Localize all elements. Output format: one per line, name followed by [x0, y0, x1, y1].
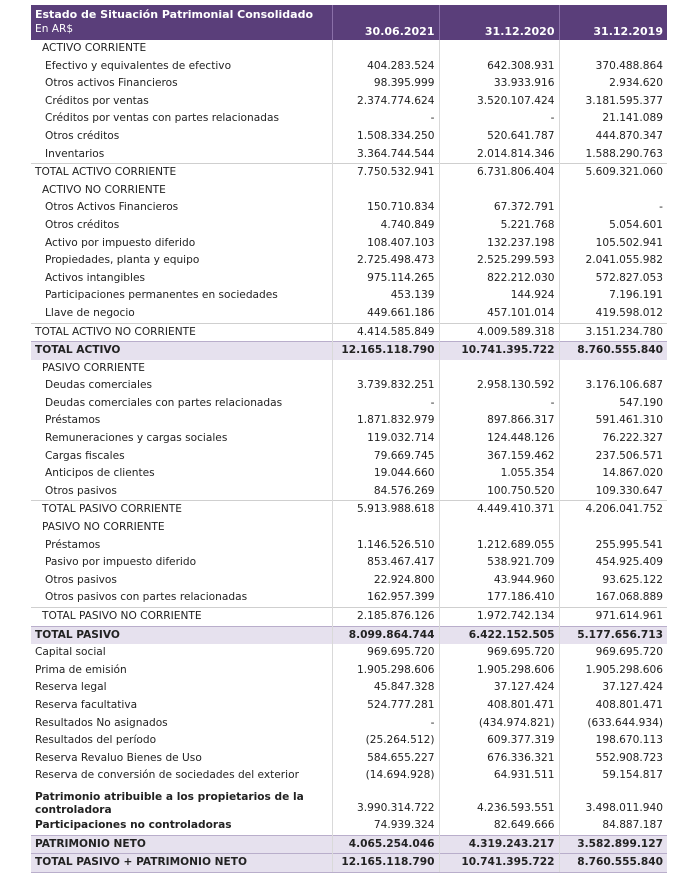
table-row [31, 58, 667, 76]
row-value-col2: 177.186.410 [439, 589, 559, 607]
row-value-col2: 457.101.014 [439, 305, 559, 323]
table-row [31, 377, 667, 395]
row-value-col2: 43.944.960 [439, 572, 559, 590]
row-label: Préstamos [45, 414, 101, 427]
row-value-col1: - [332, 110, 439, 128]
balance-table [31, 5, 667, 873]
row-label: Patrimonio atribuible a los propietarios de la controladora [35, 790, 304, 816]
row-value-col1: 98.395.999 [332, 75, 439, 93]
row-label: Otros pasivos con partes relacionadas [45, 591, 248, 604]
row-label: TOTAL ACTIVO NO CORRIENTE [31, 323, 332, 342]
row-value-col1: 12.165.118.790 [332, 854, 439, 873]
row-label: Activos intangibles [45, 271, 146, 284]
row-label: TOTAL PASIVO NO CORRIENTE [31, 608, 332, 627]
row-value-col2: 4.319.243.217 [439, 835, 559, 854]
column-header-2019: 31.12.2019 [559, 5, 667, 40]
table-body [31, 40, 667, 872]
row-value-col1: 4.740.849 [332, 217, 439, 235]
row-value-col3: 1.905.298.606 [559, 662, 667, 680]
row-label: Cargas fiscales [45, 449, 125, 462]
row-value-col2: 3.520.107.424 [439, 93, 559, 111]
row-value-col3 [559, 40, 667, 58]
row-label: Deudas comerciales con partes relacionadas [45, 396, 283, 409]
table-row [31, 110, 667, 128]
row-value-col1: 3.990.314.722 [332, 785, 439, 817]
row-value-col2: 367.159.462 [439, 448, 559, 466]
row-value-col3: 572.827.053 [559, 270, 667, 288]
row-value-col3: 5.609.321.060 [559, 164, 667, 182]
row-label: Resultados No asignados [35, 716, 168, 729]
row-value-col2: 2.014.814.346 [439, 146, 559, 164]
row-value-col3: 969.695.720 [559, 644, 667, 662]
row-label: Créditos por ventas [45, 94, 149, 107]
row-value-col3: 93.625.122 [559, 572, 667, 590]
column-header-2020: 31.12.2020 [439, 5, 559, 40]
row-value-col2: 4.236.593.551 [439, 785, 559, 817]
row-value-col1: 404.283.524 [332, 58, 439, 76]
table-row [31, 767, 667, 785]
row-value-col3: 198.670.113 [559, 732, 667, 750]
table-row [31, 412, 667, 430]
row-value-col3: 419.598.012 [559, 305, 667, 323]
row-value-col2: 144.924 [439, 287, 559, 305]
row-label: PASIVO CORRIENTE [42, 361, 145, 374]
row-value-col3: 7.196.191 [559, 287, 667, 305]
table-row [31, 40, 667, 58]
table-row [31, 164, 667, 182]
row-label: Reserva legal [35, 681, 107, 694]
row-value-col3 [559, 519, 667, 537]
row-value-col3: 3.176.106.687 [559, 377, 667, 395]
row-label: Otros pasivos [45, 573, 117, 586]
row-value-col2: 822.212.030 [439, 270, 559, 288]
row-label: Participaciones permanentes en sociedades [45, 289, 278, 302]
row-value-col1: 453.139 [332, 287, 439, 305]
row-label: ACTIVO NO CORRIENTE [42, 183, 166, 196]
column-header-2021: 30.06.2021 [332, 5, 439, 40]
row-value-col1: 524.777.281 [332, 697, 439, 715]
row-value-col2: 37.127.424 [439, 679, 559, 697]
row-value-col2: 520.641.787 [439, 128, 559, 146]
row-value-col1: 3.739.832.251 [332, 377, 439, 395]
row-label: Reserva de conversión de sociedades del exterior [35, 769, 299, 782]
row-label: Anticipos de clientes [45, 467, 155, 480]
row-value-col2: - [439, 395, 559, 413]
table-row [31, 199, 667, 217]
row-value-col3: 59.154.817 [559, 767, 667, 785]
row-label: Otros pasivos [45, 484, 117, 497]
row-value-col2: 642.308.931 [439, 58, 559, 76]
row-label: Participaciones no controladoras [35, 818, 232, 831]
table-row [31, 501, 667, 519]
row-label: Efectivo y equivalentes de efectivo [45, 59, 232, 72]
row-value-col3: 3.498.011.940 [559, 785, 667, 817]
row-value-col1: 119.032.714 [332, 430, 439, 448]
row-value-col3: 5.054.601 [559, 217, 667, 235]
row-value-col3: 14.867.020 [559, 465, 667, 483]
row-value-col1: (14.694.928) [332, 767, 439, 785]
row-value-col3: 444.870.347 [559, 128, 667, 146]
row-value-col3: 4.206.041.752 [559, 501, 667, 519]
row-value-col1: 2.725.498.473 [332, 252, 439, 270]
row-value-col2: 1.055.354 [439, 465, 559, 483]
row-label: Pasivo por impuesto diferido [45, 556, 197, 569]
row-value-col3: 84.887.187 [559, 817, 667, 835]
table-row [31, 732, 667, 750]
row-value-col1: 853.467.417 [332, 554, 439, 572]
row-value-col2: 10.741.395.722 [439, 342, 559, 360]
table-header [31, 5, 667, 40]
row-value-col1: 79.669.745 [332, 448, 439, 466]
row-value-col2: 67.372.791 [439, 199, 559, 217]
row-label: Capital social [35, 646, 106, 659]
row-value-col1: 4.414.585.849 [332, 323, 439, 342]
row-value-col1 [332, 360, 439, 378]
table-row [31, 662, 667, 680]
row-value-col3: 21.141.089 [559, 110, 667, 128]
row-value-col2 [439, 519, 559, 537]
row-value-col3: 3.151.234.780 [559, 323, 667, 342]
row-value-col3: 971.614.961 [559, 608, 667, 627]
row-label: Deudas comerciales [45, 379, 152, 392]
table-row [31, 128, 667, 146]
row-value-col1: 584.655.227 [332, 750, 439, 768]
row-value-col1: 975.114.265 [332, 270, 439, 288]
balance-sheet [31, 5, 667, 873]
table-row [31, 430, 667, 448]
row-label: Reserva Revaluo Bienes de Uso [35, 751, 202, 764]
row-value-col2 [439, 182, 559, 200]
table-row [31, 679, 667, 697]
row-value-col3 [559, 182, 667, 200]
row-value-col3: 8.760.555.840 [559, 342, 667, 360]
row-value-col2: 1.972.742.134 [439, 608, 559, 627]
row-value-col1: (25.264.512) [332, 732, 439, 750]
row-label: Llave de negocio [45, 306, 135, 319]
row-value-col1: 969.695.720 [332, 644, 439, 662]
row-value-col1: 4.065.254.046 [332, 835, 439, 854]
row-value-col3: 255.995.541 [559, 537, 667, 555]
row-label: Reserva facultativa [35, 698, 138, 711]
row-value-col2: - [439, 110, 559, 128]
table-row [31, 785, 667, 817]
row-value-col1: 74.939.324 [332, 817, 439, 835]
row-value-col1: 162.957.399 [332, 589, 439, 607]
row-label: Otros créditos [45, 218, 120, 231]
row-value-col1: 84.576.269 [332, 483, 439, 501]
table-row [31, 697, 667, 715]
table-row [31, 146, 667, 164]
table-row [31, 93, 667, 111]
row-value-col2: 124.448.126 [439, 430, 559, 448]
table-row [31, 835, 667, 854]
row-value-col2: 82.649.666 [439, 817, 559, 835]
row-value-col1: 449.661.186 [332, 305, 439, 323]
row-label: Resultados del período [35, 734, 157, 747]
table-row [31, 360, 667, 378]
row-value-col2: 969.695.720 [439, 644, 559, 662]
row-value-col2: 2.525.299.593 [439, 252, 559, 270]
currency-label: En AR$ [35, 23, 74, 35]
row-value-col2: 100.750.520 [439, 483, 559, 501]
row-value-col3: 105.502.941 [559, 235, 667, 253]
row-value-col2 [439, 360, 559, 378]
row-value-col1: 1.871.832.979 [332, 412, 439, 430]
table-row [31, 554, 667, 572]
row-value-col1: 2.374.774.624 [332, 93, 439, 111]
row-value-col2: 4.009.589.318 [439, 323, 559, 342]
table-row [31, 817, 667, 835]
table-row [31, 323, 667, 342]
table-row [31, 644, 667, 662]
table-row [31, 483, 667, 501]
row-value-col1: 22.924.800 [332, 572, 439, 590]
row-label: TOTAL ACTIVO CORRIENTE [31, 164, 332, 182]
table-row [31, 75, 667, 93]
table-row [31, 589, 667, 607]
table-row [31, 235, 667, 253]
table-row [31, 519, 667, 537]
row-value-col3: 2.041.055.982 [559, 252, 667, 270]
row-value-col2: 4.449.410.371 [439, 501, 559, 519]
row-label: Activo por impuesto diferido [45, 236, 196, 249]
row-label: Otros activos Financieros [45, 77, 178, 90]
row-label: ACTIVO CORRIENTE [42, 42, 147, 54]
row-value-col1 [332, 40, 439, 58]
table-row [31, 608, 667, 627]
table-title: Estado de Situación Patrimonial Consolidado [35, 8, 314, 21]
row-value-col2: 538.921.709 [439, 554, 559, 572]
row-label: Inventarios [45, 147, 105, 160]
row-value-col3 [559, 360, 667, 378]
row-label: TOTAL PASIVO CORRIENTE [31, 501, 332, 519]
row-label: Remuneraciones y cargas sociales [45, 432, 228, 445]
row-value-col1 [332, 519, 439, 537]
table-row [31, 626, 667, 644]
table-row [31, 537, 667, 555]
row-label: TOTAL ACTIVO [31, 342, 332, 360]
row-value-col1: 19.044.660 [332, 465, 439, 483]
table-row [31, 270, 667, 288]
table-row [31, 395, 667, 413]
row-label: PASIVO NO CORRIENTE [42, 521, 165, 534]
row-value-col3: 3.181.595.377 [559, 93, 667, 111]
table-row [31, 854, 667, 873]
row-value-col3: 591.461.310 [559, 412, 667, 430]
row-value-col1: 8.099.864.744 [332, 626, 439, 644]
row-label: Otros Activos Financieros [45, 201, 179, 214]
row-value-col1: 12.165.118.790 [332, 342, 439, 360]
row-value-col1: 1.905.298.606 [332, 662, 439, 680]
row-label: Otros créditos [45, 129, 120, 142]
row-value-col1 [332, 182, 439, 200]
table-row [31, 287, 667, 305]
row-value-col2: 10.741.395.722 [439, 854, 559, 873]
row-value-col2: 5.221.768 [439, 217, 559, 235]
row-value-col3: 5.177.656.713 [559, 626, 667, 644]
row-label: Prima de emisión [35, 663, 127, 676]
row-value-col3: 1.588.290.763 [559, 146, 667, 164]
table-row [31, 750, 667, 768]
row-value-col2: 676.336.321 [439, 750, 559, 768]
row-value-col3: 547.190 [559, 395, 667, 413]
row-value-col3: 109.330.647 [559, 483, 667, 501]
row-value-col2: 132.237.198 [439, 235, 559, 253]
row-value-col3: 3.582.899.127 [559, 835, 667, 854]
row-value-col1: 2.185.876.126 [332, 608, 439, 627]
table-title-cell [31, 5, 332, 40]
table-row [31, 448, 667, 466]
table-row [31, 217, 667, 235]
table-row [31, 715, 667, 733]
row-value-col1: 7.750.532.941 [332, 164, 439, 182]
table-row [31, 182, 667, 200]
row-value-col1: 1.146.526.510 [332, 537, 439, 555]
table-row [31, 465, 667, 483]
row-value-col2: 6.422.152.505 [439, 626, 559, 644]
row-label: PATRIMONIO NETO [31, 835, 332, 854]
row-value-col2: 64.931.511 [439, 767, 559, 785]
row-value-col2: 6.731.806.404 [439, 164, 559, 182]
row-value-col3: (633.644.934) [559, 715, 667, 733]
row-value-col3: 408.801.471 [559, 697, 667, 715]
row-value-col3: 237.506.571 [559, 448, 667, 466]
row-value-col3: 2.934.620 [559, 75, 667, 93]
row-label: Préstamos [45, 538, 101, 551]
row-value-col2: 897.866.317 [439, 412, 559, 430]
row-value-col1: 1.508.334.250 [332, 128, 439, 146]
row-value-col3: - [559, 199, 667, 217]
row-value-col3: 454.925.409 [559, 554, 667, 572]
row-label: Créditos por ventas con partes relacionadas [45, 112, 279, 125]
table-row [31, 252, 667, 270]
row-value-col1: 45.847.328 [332, 679, 439, 697]
row-value-col2: 33.933.916 [439, 75, 559, 93]
row-value-col2: 408.801.471 [439, 697, 559, 715]
row-label: Propiedades, planta y equipo [45, 254, 200, 267]
row-label: TOTAL PASIVO [31, 626, 332, 644]
row-value-col2: 1.212.689.055 [439, 537, 559, 555]
row-value-col2: 609.377.319 [439, 732, 559, 750]
row-value-col1: 3.364.744.544 [332, 146, 439, 164]
row-value-col3: 8.760.555.840 [559, 854, 667, 873]
row-value-col3: 37.127.424 [559, 679, 667, 697]
row-value-col2: 2.958.130.592 [439, 377, 559, 395]
table-row [31, 305, 667, 323]
row-value-col2 [439, 40, 559, 58]
row-value-col1: 108.407.103 [332, 235, 439, 253]
row-value-col3: 167.068.889 [559, 589, 667, 607]
row-label: TOTAL PASIVO + PATRIMONIO NETO [31, 854, 332, 873]
row-value-col2: 1.905.298.606 [439, 662, 559, 680]
row-value-col3: 552.908.723 [559, 750, 667, 768]
row-value-col1: 5.913.988.618 [332, 501, 439, 519]
row-value-col3: 370.488.864 [559, 58, 667, 76]
row-value-col1: - [332, 715, 439, 733]
table-row [31, 342, 667, 360]
row-value-col1: - [332, 395, 439, 413]
table-row [31, 572, 667, 590]
row-value-col1: 150.710.834 [332, 199, 439, 217]
row-value-col3: 76.222.327 [559, 430, 667, 448]
row-value-col2: (434.974.821) [439, 715, 559, 733]
